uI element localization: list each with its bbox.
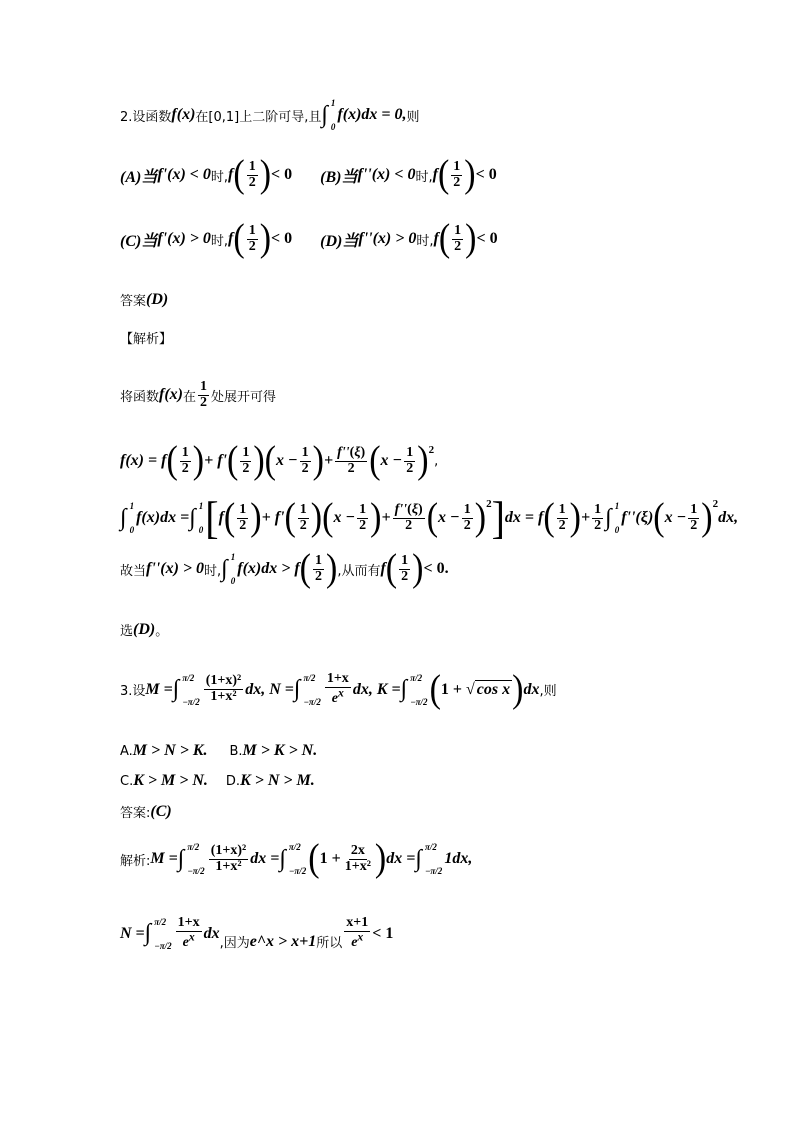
option-c-tail: < 0 xyxy=(271,230,293,247)
option-b-f: f xyxy=(432,166,438,183)
conclusion-ineq: f(x)dx > f xyxy=(237,560,300,577)
q3-because: ,因为 xyxy=(219,936,250,952)
taylor-comma: , xyxy=(434,453,439,469)
option-a-label: (A)当 xyxy=(120,168,158,186)
q3-analysis-m: 解析: M = ∫ π/2 −π/2 $\frac{\text{(1+x)²}}{\text{1+x²}}$ dx = ∫ π/2 −π/2 ( 1 + $\frac{2x}{\text{1+x²}}$ ) dx = ∫ π/2 −π/2 1dx, xyxy=(120,837,473,880)
q3-option-b-label: B. xyxy=(229,743,243,759)
option-b-when: 时, xyxy=(415,169,433,185)
q2-stem-prefix: 2.设函数 xyxy=(120,109,172,125)
conclusion-line: 故当 f''(x) > 0 时, ∫ 1 0 f(x)dx > f ( $\frac{1}{2}$ ) ,从而有 f ( $\frac{1}{2}$ ) < 0. xyxy=(120,547,449,590)
expand-prefix: 将函数 xyxy=(120,389,160,405)
expand-fx: f(x) xyxy=(159,386,183,404)
q3-so-tail: < 1 xyxy=(372,924,394,942)
integral-expansion: ∫ 1 0 f(x)dx = ∫ 1 0 [ f ( $\frac{1}{2}$ ) + f' ( $\frac{1}{2}$ ) ( x − $\frac{1}{2}$ ) + $\frac{f''(\xi)}{2}$ ( x − $\frac{1}{2}$ ) $^2$ ] dx = f ( $\frac{1}{2}$ ) + $\frac{1}{2}$ ∫ 1 0 f''(ξ) ( x − $\frac{1}{2}$ ) $^2$ dx, xyxy=(120,491,739,544)
select-value: (D) xyxy=(133,620,156,638)
q3-options-row-2 xyxy=(120,772,315,790)
option-c-cond: f'(x) > 0 xyxy=(157,230,211,247)
select-tail: 。 xyxy=(155,624,169,639)
option-a-cond: f'(x) < 0 xyxy=(157,166,211,183)
select-prefix: 选 xyxy=(120,624,134,639)
q3-stem-prefix: 3.设 xyxy=(120,684,146,700)
conclusion-tail: < 0. xyxy=(423,560,449,577)
integral-limits: 1 0 xyxy=(330,98,336,132)
q3-analysis-n: N = ∫ π/2 −π/2 $\frac{1+x}{e^x}$ dx ,因为 e^x > x+1 所以 $\frac{x+1}{e^x}$ < 1 xyxy=(120,915,394,952)
conclusion-prefix: 故当 xyxy=(120,563,147,579)
q3-stem-tail: ,则 xyxy=(539,684,557,700)
q2-fx: f(x) xyxy=(171,106,196,123)
expand-mid: 在 xyxy=(183,389,197,405)
q3-option-c-value: K > M > N. xyxy=(133,772,208,789)
q3-answer xyxy=(120,802,172,821)
option-c-label: (C)当 xyxy=(120,232,158,250)
q2-stem xyxy=(120,98,420,132)
q2-options-row-1: (A)当 f'(x) < 0 时, f ( $\frac{1}{2}$ ) < 0 (B)当 f''(x) < 0 时, f ( $\frac{1}{2}$ ) < 0 xyxy=(120,153,497,196)
option-a-f: f xyxy=(228,166,234,183)
option-c-when: 时, xyxy=(210,233,229,249)
conclusion-mid: ,从而有 xyxy=(337,563,381,579)
q3-options-row-1 xyxy=(120,742,317,760)
option-d-when: 时, xyxy=(416,233,434,249)
option-d-tail: < 0 xyxy=(476,230,498,247)
expand-line: 将函数 f(x) 在 $\frac{1}{2}$ 处展开可得 xyxy=(120,379,277,410)
q2-condition: f(x)dx = 0, xyxy=(337,106,407,123)
conclusion-when: 时, xyxy=(204,563,222,579)
expand-tail: 处展开可得 xyxy=(211,389,277,405)
integral-sign: ∫ xyxy=(321,101,328,128)
q3-option-a-value: M > N > K. xyxy=(132,742,208,759)
q3-answer-label: 答案: xyxy=(120,806,151,821)
conclusion-cond: f''(x) > 0 xyxy=(146,560,205,577)
q2-options-row-2: (C)当 f'(x) > 0 时, f ( $\frac{1}{2}$ ) < 0 (D)当 f''(x) > 0 时, f ( $\frac{1}{2}$ ) < 0 xyxy=(120,217,498,260)
q2-answer xyxy=(120,290,168,309)
taylor-expansion: f(x) = f ( $\frac{1}{2}$ ) + f' ( $\frac{1}{2}$ ) ( x − $\frac{1}{2}$ ) + $\frac{f''(\xi)}{2}$ ( x − $\frac{1}{2}$ ) $^2$ , xyxy=(120,439,439,482)
q3-because-ineq: e^x > x+1 xyxy=(249,933,317,951)
half-fraction: $\frac{1}{2}$ xyxy=(248,158,256,190)
q2-stem-tail: 则 xyxy=(406,109,420,125)
option-a-tail: < 0 xyxy=(271,166,293,183)
option-a-when: 时, xyxy=(210,169,229,185)
q3-analysis-label: 解析: xyxy=(120,853,151,869)
q3-option-a-label: A. xyxy=(120,743,133,759)
q3-option-b-value: M > K > N. xyxy=(242,742,318,759)
option-d-cond: f''(x) > 0 xyxy=(358,230,417,247)
select-line xyxy=(120,620,168,639)
q2-stem-mid: 在[0,1]上二阶可导,且 xyxy=(195,109,322,125)
analysis-title xyxy=(120,328,172,347)
q3-stem: 3.设 M = ∫ π/2 −π/2 $\frac{\text{(1+x)²}}{\text{1+x²}}$ dx, N = ∫ π/2 −π/2 $\frac{1+x}{e^x}$ dx, K = ∫ π/2 −π/2 ( 1 + √ cos x ) dx ,则 xyxy=(120,667,557,711)
option-b-label: (B)当 xyxy=(320,168,358,186)
answer-label: 答案 xyxy=(120,294,147,309)
option-c-f: f xyxy=(228,230,234,247)
option-d-f: f xyxy=(433,230,439,247)
q3-option-d-value: K > N > M. xyxy=(240,772,315,789)
q3-option-d-label: D. xyxy=(225,773,241,789)
analysis-title-text: 【解析】 xyxy=(120,332,173,347)
option-b-cond: f''(x) < 0 xyxy=(357,166,416,183)
q3-so: 所以 xyxy=(316,936,343,952)
q3-answer-value: (C) xyxy=(150,802,172,820)
option-b-tail: < 0 xyxy=(475,166,497,183)
answer-value: (D) xyxy=(146,290,169,308)
q3-option-c-label: C. xyxy=(120,773,134,789)
option-d-label: (D)当 xyxy=(320,232,359,250)
